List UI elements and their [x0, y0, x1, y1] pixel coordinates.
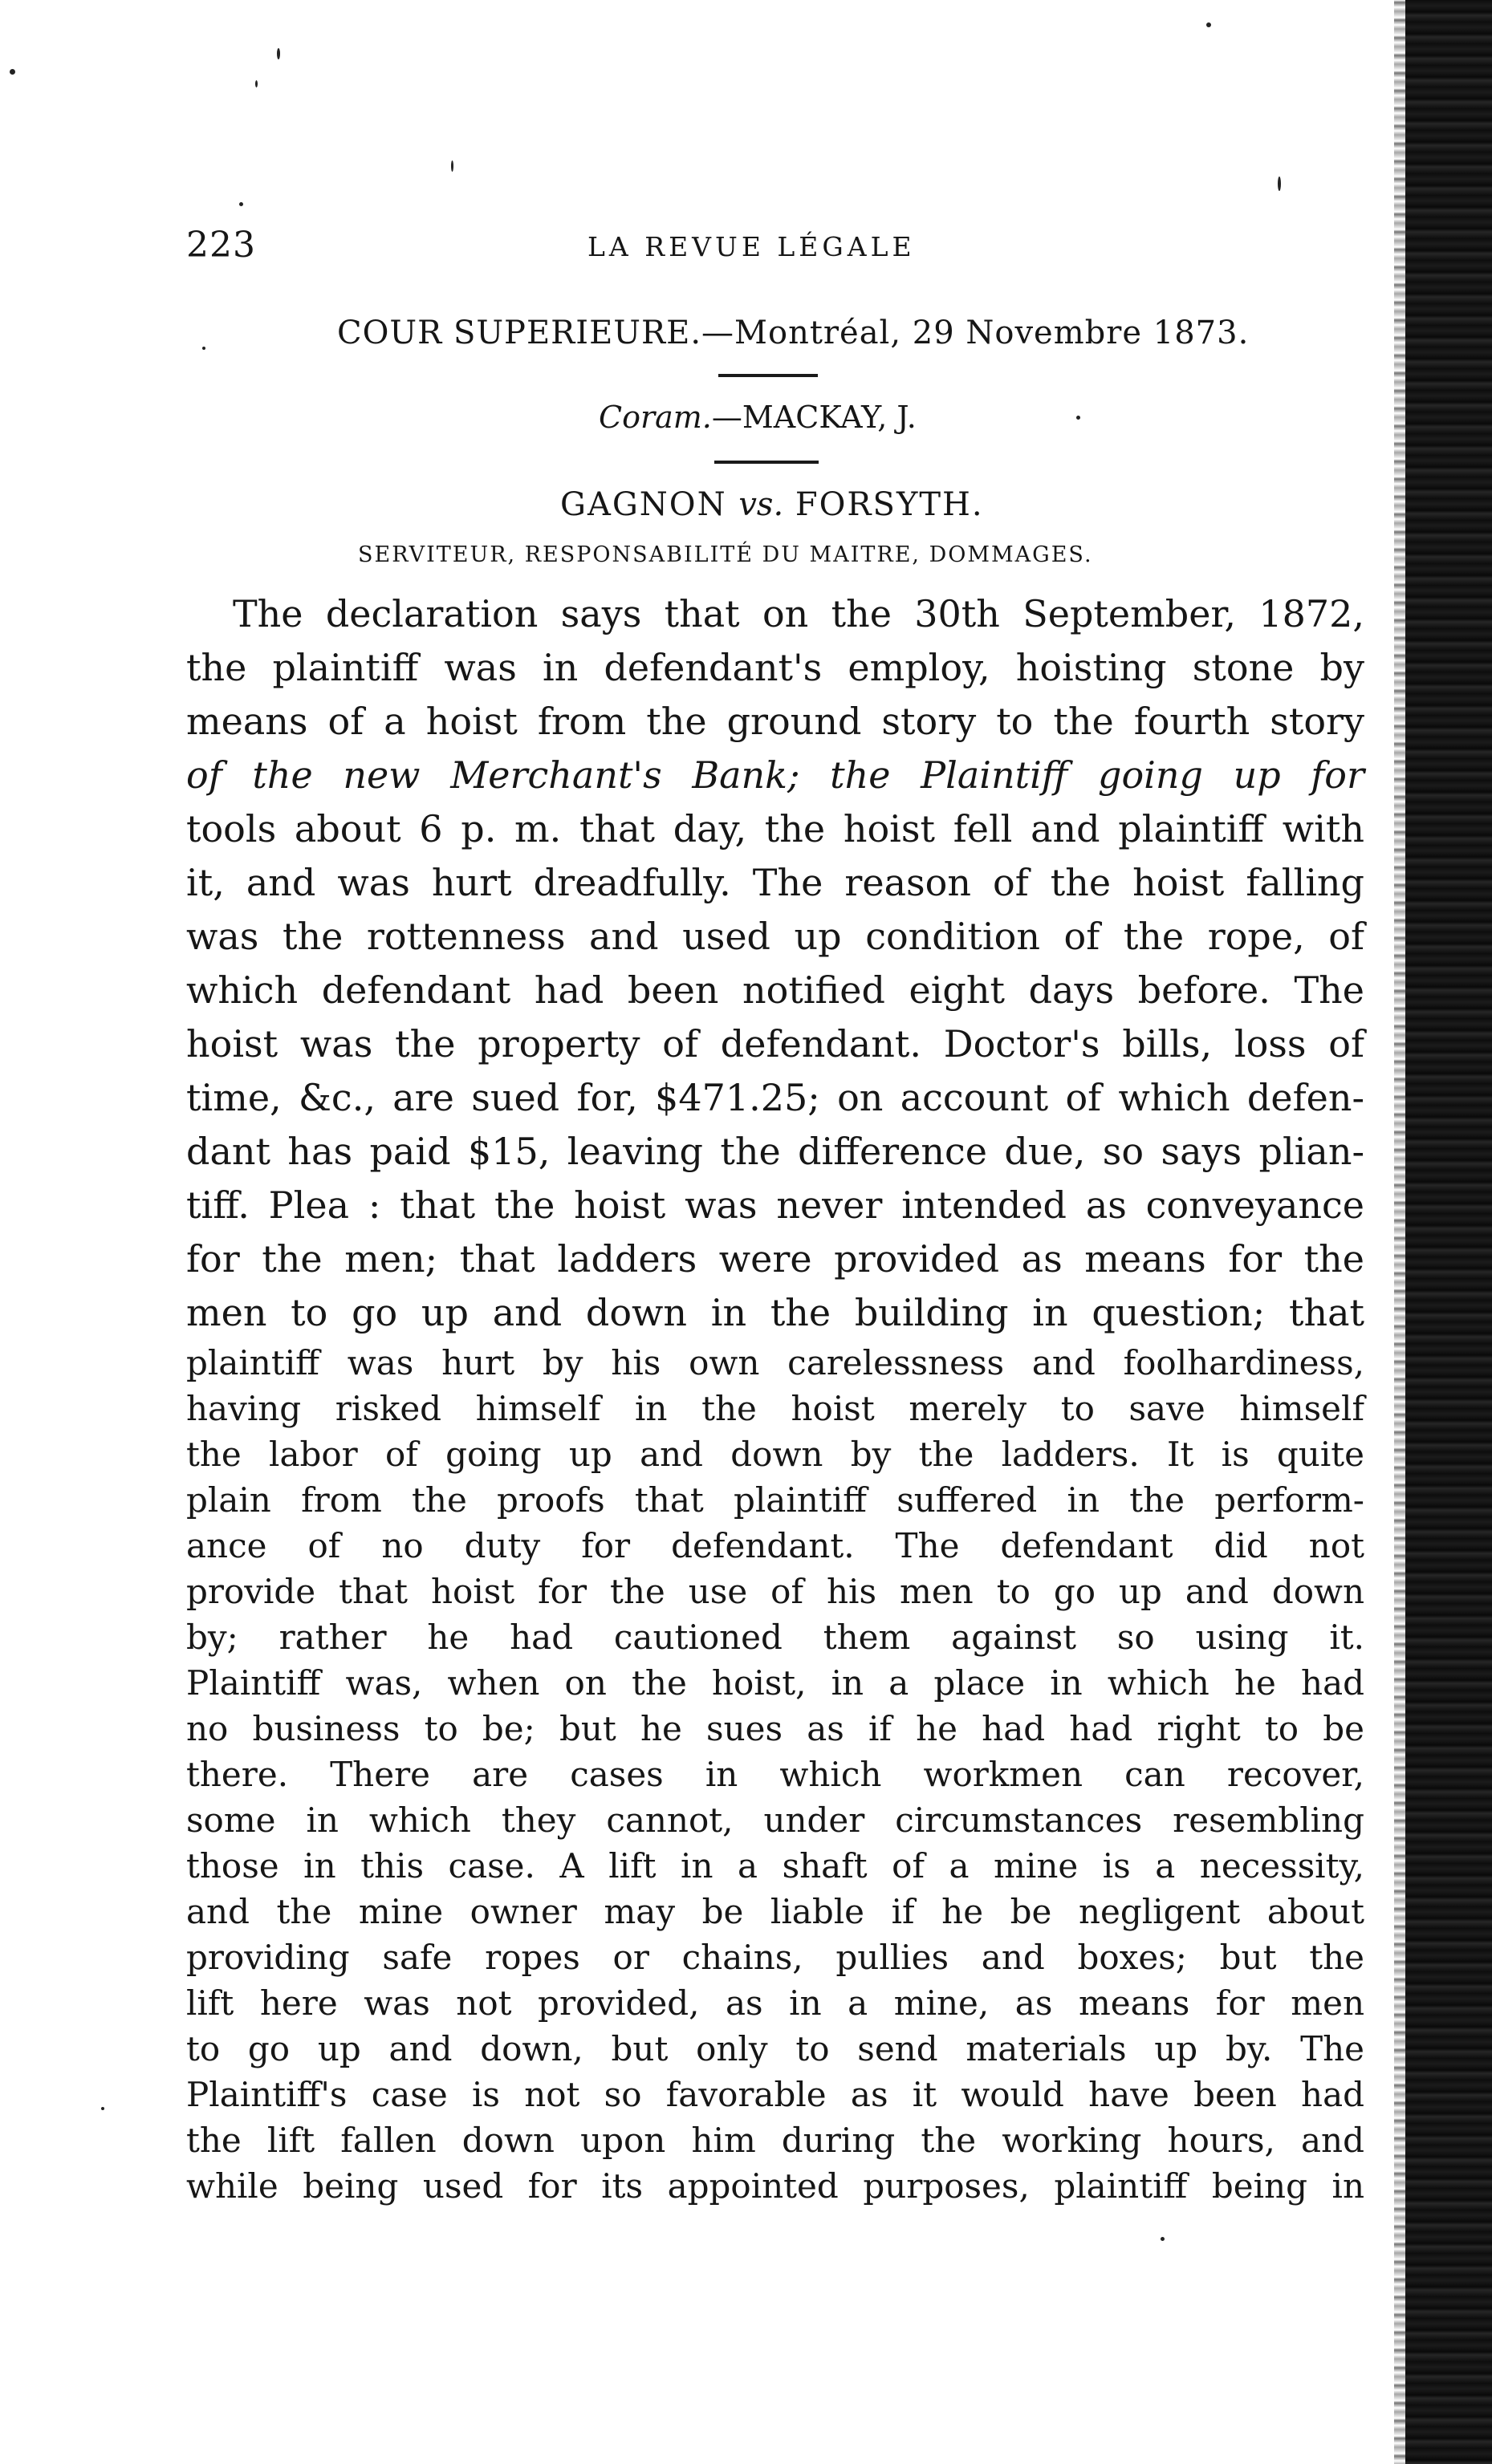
- text-line: having risked himself in the hoist merely to save himself: [186, 1389, 1364, 1428]
- text-line: of the new Merchant's Bank; the Plaintiff going up for: [186, 753, 1364, 797]
- journal-title: LA REVUE LÉGALE: [587, 231, 916, 262]
- text-line: some in which they cannot, under circumstances resembling: [186, 1800, 1364, 1840]
- text-line: means of a hoist from the ground story to the fourth story: [186, 700, 1364, 743]
- text-line: for the men; that ladders were provided as means for the: [186, 1237, 1364, 1281]
- scan-speck: [1161, 2237, 1165, 2241]
- text-line: tools about 6 p. m. that day, the hoist fell and plaintiff with: [186, 807, 1364, 850]
- text-line: to go up and down, but only to send materials up by. The: [186, 2029, 1364, 2068]
- text-line: providing safe ropes or chains, pullies and boxes; but the: [186, 1938, 1364, 1977]
- text-line: there. There are cases in which workmen can recover,: [186, 1755, 1364, 1794]
- body-text: [186, 587, 1364, 2209]
- scan-speck: [101, 2107, 104, 2110]
- coram-label: Coram.: [599, 400, 712, 435]
- text-line: was the rottenness and used up condition of the rope, of: [186, 915, 1364, 958]
- case-title: [560, 486, 984, 523]
- text-line: Plaintiff's case is not so favorable as it would have been had: [186, 2075, 1364, 2114]
- text-line: the lift fallen down upon him during the working hours, and: [186, 2121, 1364, 2160]
- case-versus: vs.: [738, 486, 784, 523]
- scan-speck: [451, 160, 453, 172]
- case-plaintiff: GAGNON: [560, 486, 727, 523]
- text-line: which defendant had been notified eight days before. The: [186, 968, 1364, 1012]
- divider-rule: [714, 461, 819, 464]
- running-head: [186, 225, 1358, 265]
- coram-judge: —MACKAY, J.: [711, 400, 917, 435]
- court-heading: COUR SUPERIEURE.—Montréal, 29 Novembre 1873.: [337, 315, 1250, 351]
- text-line: while being used for its appointed purposes, plaintiff being in: [186, 2166, 1364, 2206]
- text-line: and the mine owner may be liable if he be negligent about: [186, 1892, 1364, 1931]
- text-line: those in this case. A lift in a shaft of a mine is a necessity,: [186, 1846, 1364, 1886]
- subject-headnote: SERVITEUR, RESPONSABILITÉ DU MAITRE, DOMMAGES.: [358, 542, 1093, 567]
- text-line: the labor of going up and down by the ladders. It is quite: [186, 1435, 1364, 1474]
- page-number: 223: [186, 225, 256, 266]
- text-line: plaintiff was hurt by his own carelessness and foolhardiness,: [186, 1343, 1364, 1382]
- text-line: lift here was not provided, as in a mine, as means for men: [186, 1983, 1364, 2023]
- text-line: by; rather he had cautioned them against so using it.: [186, 1618, 1364, 1657]
- scan-speck: [277, 48, 280, 59]
- scan-speck: [239, 202, 243, 206]
- text-line: dant has paid $15, leaving the difference due, so says plian-: [186, 1130, 1364, 1173]
- text-line: ance of no duty for defendant. The defendant did not: [186, 1526, 1364, 1565]
- case-defendant: FORSYTH.: [795, 486, 984, 523]
- divider-rule: [718, 374, 818, 377]
- scan-speck: [1076, 416, 1080, 420]
- coram-line: [599, 400, 917, 435]
- text-line: Plaintiff was, when on the hoist, in a place in which he had: [186, 1663, 1364, 1703]
- text-line: provide that hoist for the use of his men to go up and down: [186, 1572, 1364, 1611]
- scan-speck: [10, 69, 15, 75]
- text-line: time, &c., are sued for, $471.25; on account of which defen-: [186, 1076, 1364, 1119]
- text-line: the plaintiff was in defendant's employ, hoisting stone by: [186, 646, 1364, 689]
- scan-speck: [202, 347, 205, 350]
- text-line: tiff. Plea : that the hoist was never intended as conveyance: [186, 1183, 1364, 1227]
- text-line: The declaration says that on the 30th September, 1872,: [233, 592, 1364, 635]
- scan-speck: [255, 80, 258, 87]
- text-line: no business to be; but he sues as if he had had right to be: [186, 1709, 1364, 1748]
- text-line: men to go up and down in the building in question; that: [186, 1291, 1364, 1334]
- scan-binding-edge: [1405, 0, 1492, 2464]
- scan-speck: [1278, 177, 1281, 191]
- text-line: hoist was the property of defendant. Doctor's bills, loss of: [186, 1022, 1364, 1066]
- text-line: plain from the proofs that plaintiff suffered in the perform-: [186, 1480, 1364, 1520]
- text-line: it, and was hurt dreadfully. The reason of the hoist falling: [186, 861, 1364, 904]
- scan-speck: [1206, 22, 1211, 27]
